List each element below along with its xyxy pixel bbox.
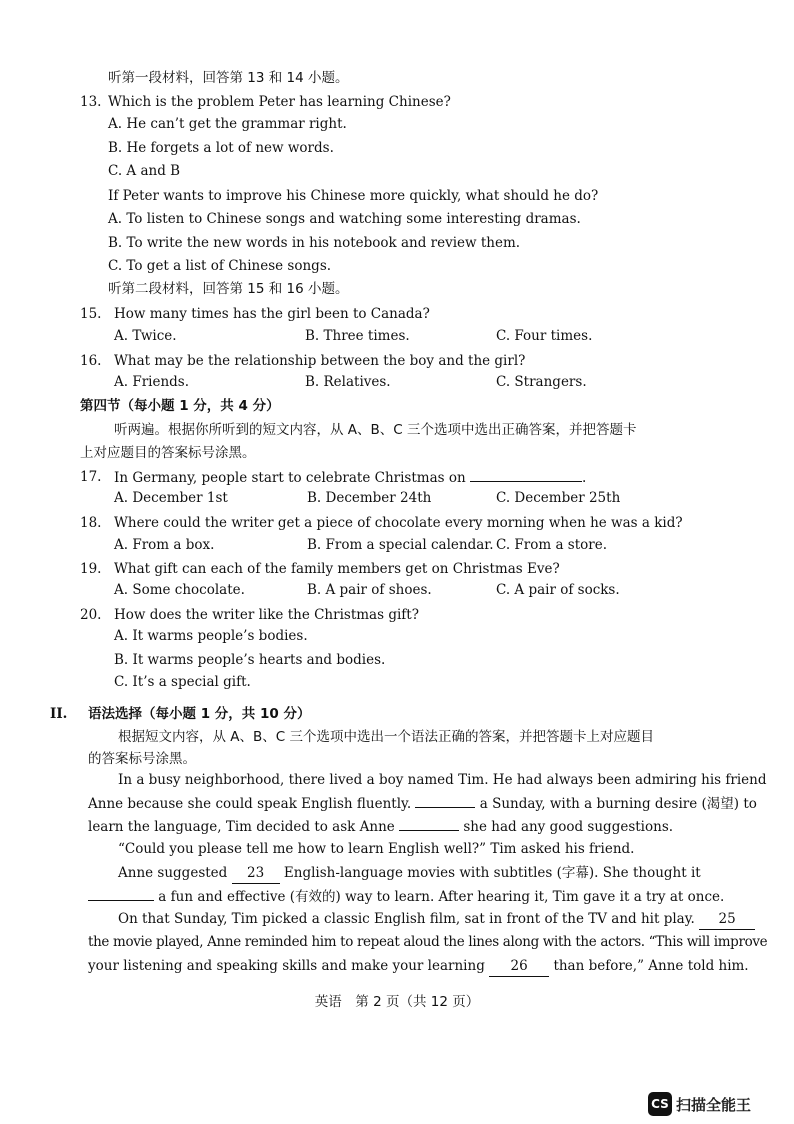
- question-14-text: If Peter wants to improve his Chinese more quickly, what should he do?: [108, 188, 599, 204]
- question-15-option-b: B. Three times.: [305, 328, 410, 344]
- question-16-option-a: A. Friends.: [114, 374, 190, 390]
- question-13-option-a: A. He can’t get the grammar right.: [108, 116, 347, 132]
- question-14-option-b: B. To write the new words in his notebook and review them.: [108, 235, 521, 251]
- question-17-stem: [114, 467, 586, 488]
- section-two-heading: 语法选择（每小题 1 分，共 10 分）: [88, 706, 311, 722]
- question-17-period: .: [581, 470, 587, 486]
- question-17-option-b: B. December 24th: [307, 490, 432, 506]
- passage-line-3-start: learn the language, Tim decided to ask Anne: [88, 819, 395, 835]
- section-four-instruction-line1: 听两遍。根据你所听到的短文内容，从 A、B、C 三个选项中选出正确答案，并把答题卡: [114, 422, 637, 438]
- question-17-option-c: C. December 25th: [496, 490, 621, 506]
- question-16-option-b: B. Relatives.: [305, 374, 391, 390]
- question-14-option-a: A. To listen to Chinese songs and watching some interesting dramas.: [108, 211, 581, 227]
- scanner-watermark-text: 扫描全能王: [676, 1095, 752, 1114]
- question-18-number: 18.: [80, 515, 102, 531]
- question-15-number: 15.: [80, 306, 102, 322]
- question-19-option-c: C. A pair of socks.: [496, 582, 620, 598]
- question-20-option-b: B. It warms people’s hearts and bodies.: [114, 652, 386, 668]
- question-13-option-b: B. He forgets a lot of new words.: [108, 140, 334, 156]
- question-15-text: How many times has the girl been to Canada?: [114, 306, 430, 322]
- question-18-option-a: A. From a box.: [114, 537, 215, 553]
- passage-line-9: [88, 956, 749, 977]
- question-16-text: What may be the relationship between the boy and the girl?: [114, 353, 526, 369]
- answer-blank-17: [470, 467, 582, 482]
- question-20-text: How does the writer like the Christmas gift?: [114, 607, 419, 623]
- question-19-number: 19.: [80, 561, 102, 577]
- passage-line-7: [118, 909, 755, 930]
- answer-blank-25: 25: [699, 909, 755, 930]
- passage-line-3-end: she had any good suggestions.: [463, 819, 674, 835]
- passage-line-6-text: a fun and effective (有效的) way to learn. After hearing it, Tim gave it a try at once.: [158, 889, 725, 905]
- question-20-option-a: A. It warms people’s bodies.: [114, 628, 308, 644]
- instruction-13-14: 听第一段材料，回答第 13 和 14 小题。: [108, 70, 349, 86]
- section-four-instruction-line2: 上对应题目的答案标号涂黑。: [80, 445, 256, 461]
- passage-line-8: the movie played, Anne reminded him to repeat aloud the lines along with the actors. “This will improve: [88, 934, 768, 950]
- question-19-text: What gift can each of the family members get on Christmas Eve?: [114, 561, 560, 577]
- section-four-heading: 第四节（每小题 1 分，共 4 分）: [80, 398, 280, 414]
- question-13-number: 13.: [80, 94, 102, 110]
- scanner-watermark: [648, 1091, 751, 1117]
- passage-line-5: [118, 863, 701, 884]
- passage-line-1: In a busy neighborhood, there lived a boy named Tim. He had always been admiring his friend: [118, 772, 767, 788]
- question-17-option-a: A. December 1st: [114, 490, 228, 506]
- passage-line-5-start: Anne suggested: [118, 865, 228, 881]
- answer-blank-24: [88, 886, 154, 901]
- question-19-option-b: B. A pair of shoes.: [307, 582, 432, 598]
- section-two-instruction-line1: 根据短文内容，从 A、B、C 三个选项中选出一个语法正确的答案，并把答题卡上对应题目: [118, 729, 655, 745]
- passage-line-6: [88, 886, 724, 907]
- answer-blank-23: 23: [232, 863, 280, 884]
- answer-blank-22: [399, 816, 459, 831]
- question-20-number: 20.: [80, 607, 102, 623]
- passage-dialogue: “Could you please tell me how to learn English well?” Tim asked his friend.: [118, 841, 635, 857]
- question-18-option-b: B. From a special calendar.: [307, 537, 494, 553]
- question-20-option-c: C. It’s a special gift.: [114, 674, 251, 690]
- section-two-instruction-line2: 的答案标号涂黑。: [88, 751, 196, 767]
- camscanner-logo-icon: CS: [648, 1092, 672, 1116]
- question-18-option-c: C. From a store.: [496, 537, 608, 553]
- answer-blank-26: 26: [489, 956, 549, 977]
- question-16-number: 16.: [80, 353, 102, 369]
- section-two-number: II.: [50, 706, 68, 722]
- answer-blank-21: [415, 793, 475, 808]
- page-footer: 英语 第 2 页（共 12 页）: [314, 994, 480, 1010]
- instruction-15-16: 听第二段材料，回答第 15 和 16 小题。: [108, 281, 349, 297]
- passage-line-9-end: than before,” Anne told him.: [553, 958, 749, 974]
- question-17-number: 17.: [80, 469, 102, 485]
- question-15-option-a: A. Twice.: [114, 328, 177, 344]
- passage-line-2: [88, 793, 757, 814]
- passage-line-2-start: Anne because she could speak English fluently.: [88, 796, 412, 812]
- passage-line-2-end: a Sunday, with a burning desire (渴望) to: [479, 796, 757, 812]
- question-13-option-c: C. A and B: [108, 163, 181, 179]
- passage-line-3: [88, 816, 673, 837]
- passage-line-5-end: English-language movies with subtitles (字幕). She thought it: [283, 865, 701, 881]
- question-16-option-c: C. Strangers.: [496, 374, 587, 390]
- question-14-option-c: C. To get a list of Chinese songs.: [108, 258, 332, 274]
- question-18-text: Where could the writer get a piece of chocolate every morning when he was a kid?: [114, 515, 683, 531]
- passage-line-9-start: your listening and speaking skills and make your learning: [88, 958, 485, 974]
- passage-line-7-text: On that Sunday, Tim picked a classic English film, sat in front of the TV and hit play.: [118, 911, 695, 927]
- question-19-option-a: A. Some chocolate.: [114, 582, 245, 598]
- question-17-text: In Germany, people start to celebrate Christmas on: [114, 470, 466, 486]
- question-15-option-c: C. Four times.: [496, 328, 593, 344]
- question-13-text: Which is the problem Peter has learning Chinese?: [108, 94, 451, 110]
